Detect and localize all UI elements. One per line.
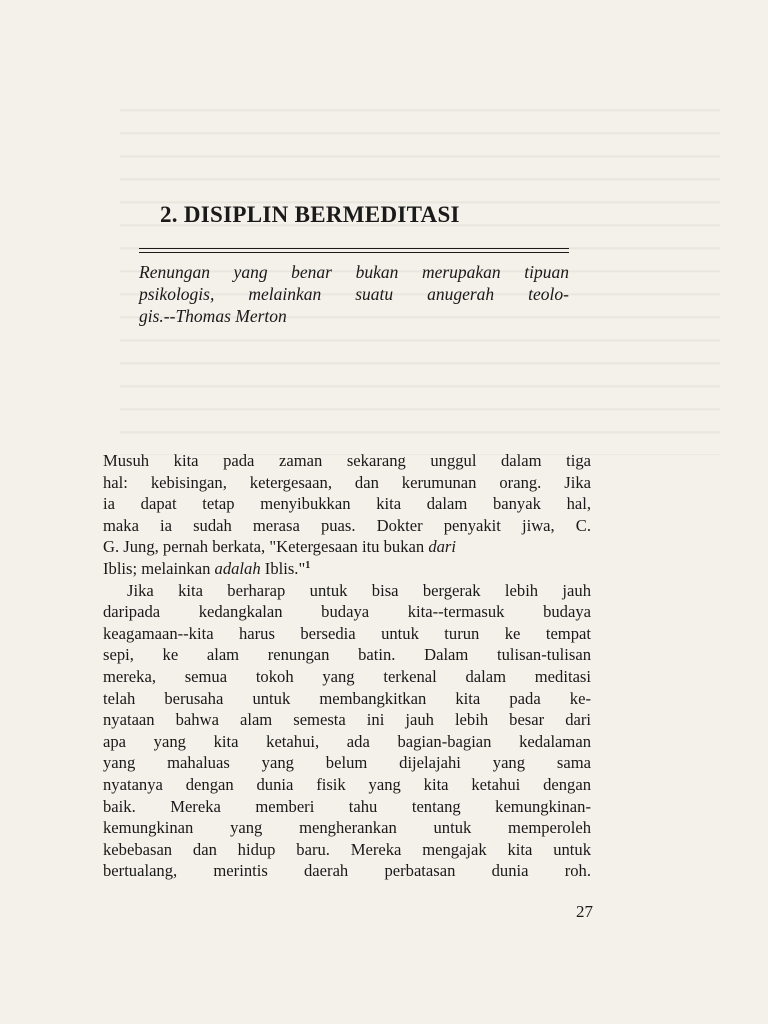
text-line: keagamaan--kita harus bersedia untuk turun ke tempat xyxy=(103,623,591,643)
text-line: ia dapat tetap menyibukkan kita dalam banyak hal, xyxy=(103,494,591,514)
text-line: Musuh kita pada zaman sekarang unggul dalam tiga xyxy=(103,451,591,470)
body-text xyxy=(103,450,591,882)
text-line: kebebasan dan hidup baru. Mereka mengajak kita untuk xyxy=(103,839,591,859)
text-line: nyatanya dengan dunia fisik yang kita ketahui dengan xyxy=(103,774,591,794)
text-line: yang mahaluas yang belum dijelajahi yang sama xyxy=(103,753,591,773)
text-line: Jika kita berharap untuk bisa bergerak lebih jauh xyxy=(127,580,591,600)
text-line: nyataan bahwa alam semesta ini jauh lebih besar dari xyxy=(103,710,591,730)
text-line: kemungkinan yang mengherankan untuk memperoleh xyxy=(103,818,591,838)
text-line: sepi, ke alam renungan batin. Dalam tulisan-tulisan xyxy=(103,645,591,665)
title-rule-bottom xyxy=(139,252,569,253)
title-rule-top xyxy=(139,248,569,249)
epigraph-line: psikologis, melainkan suatu anugerah teolo- xyxy=(139,284,569,304)
text-line: bertualang, merintis daerah perbatasan dunia roh. xyxy=(103,861,591,881)
epigraph-line: Renungan yang benar bukan merupakan tipuan xyxy=(139,262,569,282)
italic-word: adalah xyxy=(214,558,261,578)
italic-word: dari xyxy=(428,537,456,557)
text-line: hal: kebisingan, ketergesaan, dan kerumunan orang. Jika xyxy=(103,472,591,492)
epigraph-line: gis.--Thomas Merton xyxy=(139,306,287,326)
text-line: daripada kedangkalan budaya kita--termasuk budaya xyxy=(103,602,591,622)
footnote-marker[interactable]: 1 xyxy=(305,559,311,571)
text-line: baik. Mereka memberi tahu tentang kemungkinan- xyxy=(103,796,591,816)
text-segment: G. Jung, pernah berkata, "Ketergesaan itu bukan xyxy=(103,537,429,557)
page-number: 27 xyxy=(576,902,593,921)
text-line xyxy=(103,536,591,558)
epigraph xyxy=(139,261,569,327)
text-line: apa yang kita ketahui, ada bagian-bagian kedalaman xyxy=(103,731,591,751)
text-line xyxy=(103,558,591,580)
chapter-title: 2. DISIPLIN BERMEDITASI xyxy=(160,202,460,227)
text-line: maka ia sudah merasa puas. Dokter penyakit jiwa, C. xyxy=(103,515,591,535)
text-segment: Iblis." xyxy=(260,558,306,578)
text-segment: Iblis; melainkan xyxy=(103,558,215,578)
text-line: mereka, semua tokoh yang terkenal dalam meditasi xyxy=(103,666,591,686)
text-line: telah berusaha untuk membangkitkan kita pada ke- xyxy=(103,688,591,708)
